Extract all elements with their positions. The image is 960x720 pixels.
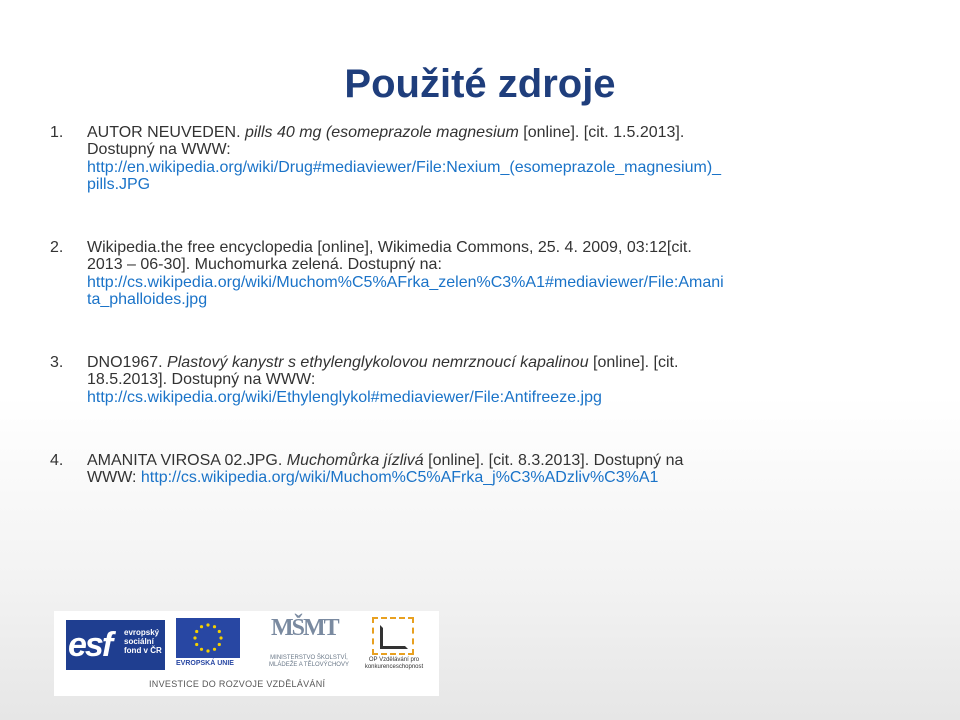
reference-link[interactable]: http://cs.wikipedia.org/wiki/Muchom%C5%AFrka_zelen%C3%A1#mediaviewer/File:Amani [87,273,724,291]
references-list [40,124,920,532]
reference-author: AMANITA VIROSA 02.JPG. [87,451,287,469]
op-logo-icon [372,617,414,655]
reference-author: DNO1967. [87,354,168,372]
reference-availability: 18.5.2013]. Dostupný na WWW: [87,371,316,389]
reference-title: Plastový kanystr s ethylenglykolovou nemrznoucí kapalinou [167,354,589,372]
reference-link-cont[interactable]: pills.JPG [87,175,151,193]
reference-title: 2013 – 06-30]. Muchomurka zelená. Dostupný na: [87,256,442,274]
reference-number: 1. [50,124,64,141]
esf-logo [66,620,165,670]
reference-item-1 [40,124,920,193]
reference-item-4 [40,452,920,487]
reference-availability: Dostupný na WWW: [87,141,231,159]
esf-logo-subtitle: evropský sociální fond v ČR [124,628,162,655]
reference-number: 2. [50,239,64,257]
reference-link[interactable]: http://cs.wikipedia.org/wiki/Muchom%C5%AFrka_j%C3%ADzliv%C3%A1 [140,469,659,487]
reference-number: 3. [50,354,64,372]
reference-title: Muchomůrka jízlivá [286,451,424,469]
reference-title: pills 40 mg (esomeprazole magnesium [244,124,519,141]
esf-logo-text: esf [68,626,112,664]
eu-stars-icon [190,620,226,656]
msmt-logo-subtitle: MINISTERSTVO ŠKOLSTVÍ, MLÁDEŽE A TĚLOVÝCHOVY [269,655,349,668]
reference-link[interactable]: http://cs.wikipedia.org/wiki/Ethylenglykol#mediaviewer/File:Antifreeze.jpg [87,388,602,406]
page-title: Použité zdroje [344,62,616,106]
reference-citation: [online]. [cit. [588,354,679,372]
eu-logo-label: EVROPSKÁ UNIE [176,660,234,667]
reference-item-3 [40,354,920,406]
reference-link-cont[interactable]: ta_phalloides.jpg [87,290,208,308]
eu-flag-logo [176,618,240,658]
reference-link[interactable]: http://en.wikipedia.org/wiki/Drug#mediaviewer/File:Nexium_(esomeprazole_magnesium)_ [87,158,722,176]
reference-citation: [online]. [cit. 8.3.2013]. Dostupný na [423,451,684,469]
reference-author: AUTOR NEUVEDEN. [87,124,245,141]
reference-number: 4. [50,451,64,469]
reference-citation: [online]. [cit. 1.5.2013]. [518,124,685,141]
reference-availability: WWW: [87,469,141,487]
msmt-logo: MŠMT [271,615,338,641]
reference-source: Wikipedia.the free encyclopedia [online], Wikimedia Commons, 25. 4. 2009, 03:12[cit. [87,239,692,257]
funding-logo-bar [54,611,439,696]
reference-item-2 [40,239,920,308]
investice-text: INVESTICE DO ROZVOJE VZDĚLÁVÁNÍ [149,679,326,689]
op-logo-subtitle: OP Vzdělávání pro konkurenceschopnost [364,657,424,670]
